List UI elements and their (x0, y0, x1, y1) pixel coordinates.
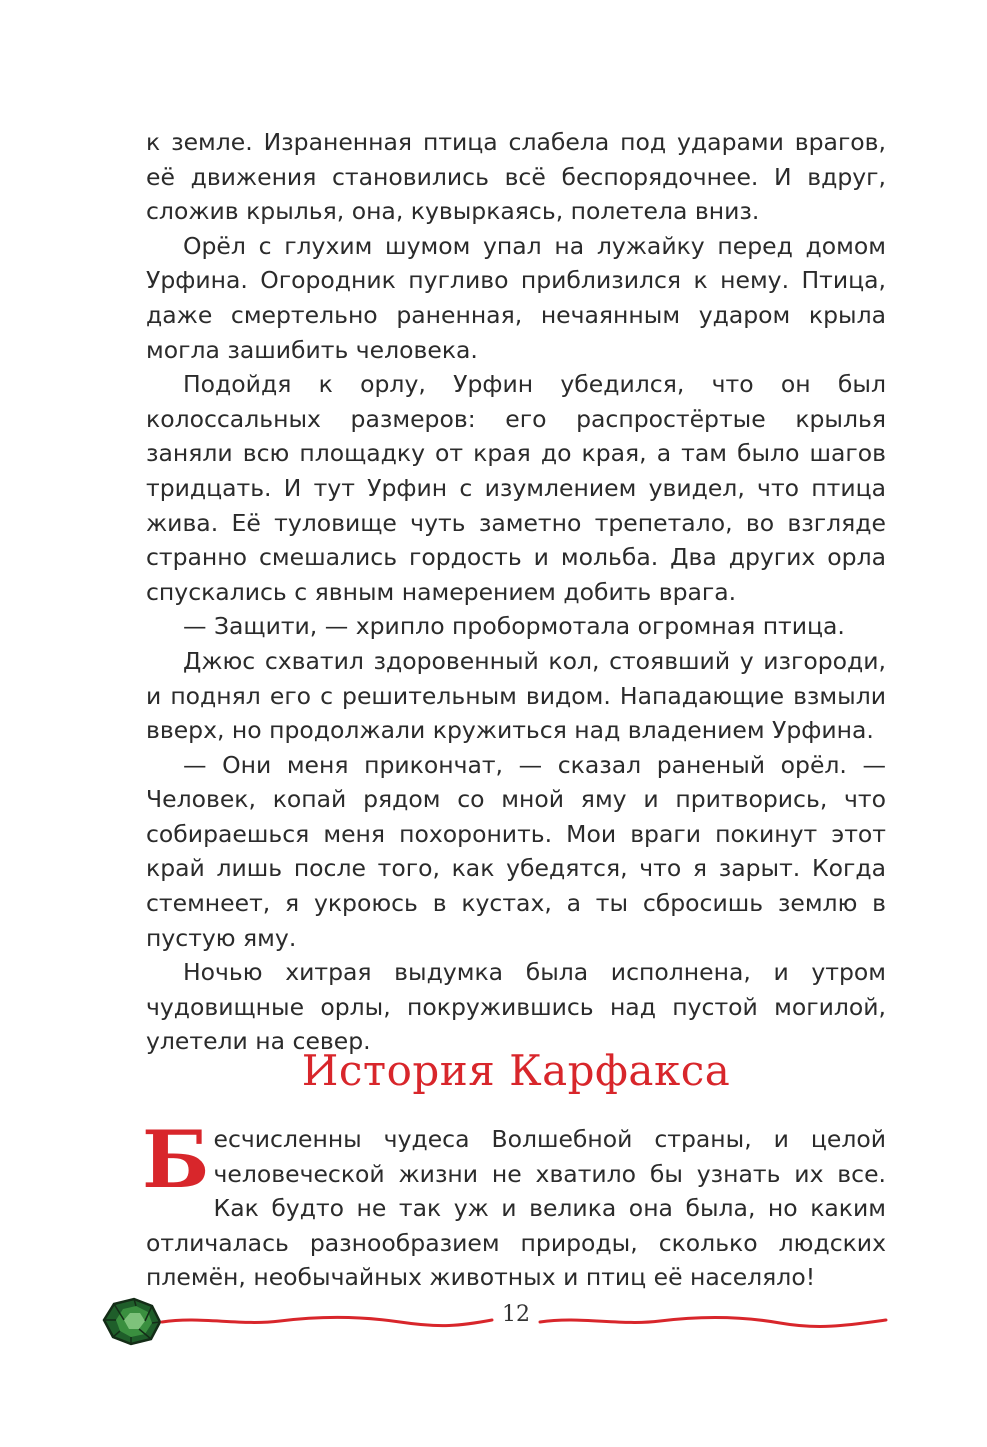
paragraph: — Защити, — хрипло пробормотала огромная птица. (183, 612, 845, 641)
page-footer-ornament (0, 1290, 987, 1350)
paragraph: Орёл с глухим шумом упал на лужайку перед домом Урфина. Огородник пугливо приблизился к нему. Птица, даже смертельно раненная, нечаянным ударом крыла могла зашибить человека. (146, 231, 886, 364)
page-number: 12 (502, 1302, 530, 1327)
first-paragraph-text: есчисленны чудеса Волшебной страны, и целой человеческой жизни не хватило бы узнать их все. Как будто не так уж и велика она была, но каким отличалась разнообразием природы, сколько людских племён, необычайных животных и птиц её населяло! (146, 1125, 886, 1292)
footer-line-right (540, 1317, 886, 1326)
chapter-title: История Карфакса (301, 1046, 731, 1095)
paragraph: к земле. Израненная птица слабела под ударами врагов, её движения становились всё беспорядочнее. И вдруг, сложив крылья, она, кувыркаясь, полетела вниз. (146, 128, 886, 226)
paragraph: Подойдя к орлу, Урфин убедился, что он был колоссальных размеров: его распростёртые крылья заняли всю площадку от края до края, а там было шагов тридцать. И тут Урфин с изумлением увидел, что птица жива. Её туловище чуть заметно трепетало, во взгляде странно смешались гордость и мольба. Два других орла спускались с явным намерением добить врага. (146, 370, 886, 606)
footer-line-left (162, 1317, 492, 1325)
paragraph: Джюс схватил здоровенный кол, стоявший у изгороди, и поднял его с решительным видом. Нападающие взмыли вверх, но продолжали кружиться над владением Урфина. (146, 646, 886, 745)
body-text (146, 125, 886, 1059)
emerald-gem-icon (104, 1299, 160, 1344)
paragraph: Ночью хитрая выдумка была исполнена, и утром чудовищные орлы, покружившись над пустой могилой, улетели на север. (146, 958, 886, 1056)
paragraph: — Они меня прикончат, — сказал раненый орёл. — Человек, копай рядом со мной яму и притворись, что собираешься меня похоронить. Мои враги покинут этот край лишь после того, как убедятся, что я зарыт. Когда стемнеет, я укроюсь в кустах, а ты сбросишь землю в пустую яму. (146, 750, 886, 952)
drop-cap: Б (142, 1113, 210, 1206)
chapter-body (142, 1113, 886, 1295)
chapter-first-paragraph (142, 1113, 886, 1295)
